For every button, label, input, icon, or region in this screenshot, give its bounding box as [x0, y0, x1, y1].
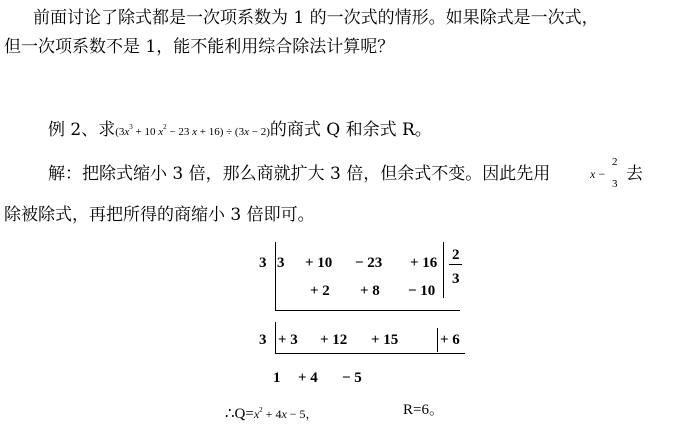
quotient-coef-1: 1 [273, 370, 281, 386]
example-suffix: 的商式 Q 和余式 R。 [269, 120, 432, 140]
intro-line-1: 前面讨论了除式都是一次项系数为 1 的一次式的情形。如果除式是一次式， [33, 8, 599, 28]
therefore-q: ∴Q= [225, 406, 254, 422]
remainder-result: R=6。 [403, 402, 444, 418]
row3-val-2: + 12 [320, 332, 348, 348]
quotient-expression: $x^2 + 4x - 5$， [253, 406, 318, 421]
left-vertical-rule-2 [275, 322, 276, 354]
divisor-fraction-bar [449, 264, 462, 265]
quotient-coef-2: + 4 [298, 370, 318, 386]
solution-line-1: 解：把除式缩小 3 倍，那么商就扩大 3 倍，但余式不变。因此先用 [48, 164, 551, 184]
example-expression: ($3x^3 + 10$ $x^2 - 23$ x + 16) ÷ (3x − 2) [115, 123, 270, 138]
sum-rule-2 [275, 353, 465, 354]
example-prefix: 例 2、求 [48, 120, 116, 140]
remainder-separator [437, 328, 438, 352]
sum-rule-1 [275, 310, 460, 311]
row3-remainder: + 6 [440, 332, 460, 348]
row1-coef-3: − 23 [355, 255, 383, 271]
result-line [225, 401, 318, 423]
intro-line-2: 但一次项系数不是 1，能不能利用综合除法计算呢？ [4, 37, 395, 57]
quotient-coef-3: − 5 [342, 370, 362, 386]
divisor-numerator: 2 [452, 247, 460, 263]
row1-coef-4: + 16 [410, 255, 438, 271]
row2-val-1: + 2 [310, 283, 330, 299]
row3-multiplier: 3 [259, 332, 267, 348]
left-vertical-rule-1 [275, 242, 276, 310]
solution-line-1-end: 去 [626, 164, 643, 184]
divisor-denominator: 3 [452, 271, 460, 287]
row3-val-1: + 3 [278, 332, 298, 348]
row2-val-2: + 8 [360, 283, 380, 299]
solution-x-minus: x − [590, 167, 606, 181]
row3-val-3: + 15 [371, 332, 399, 348]
row1-multiplier: 3 [259, 255, 267, 271]
solution-frac-denominator: 3 [612, 178, 618, 190]
row1-coef-1: 3 [277, 255, 285, 271]
row1-coef-2: + 10 [305, 255, 333, 271]
solution-frac-numerator: 2 [612, 156, 618, 168]
right-vertical-rule [443, 242, 444, 298]
solution-line-2: 除被除式，再把所得的商缩小 3 倍即可。 [4, 205, 315, 225]
example-line [48, 117, 432, 142]
row2-val-3: − 10 [408, 283, 436, 299]
